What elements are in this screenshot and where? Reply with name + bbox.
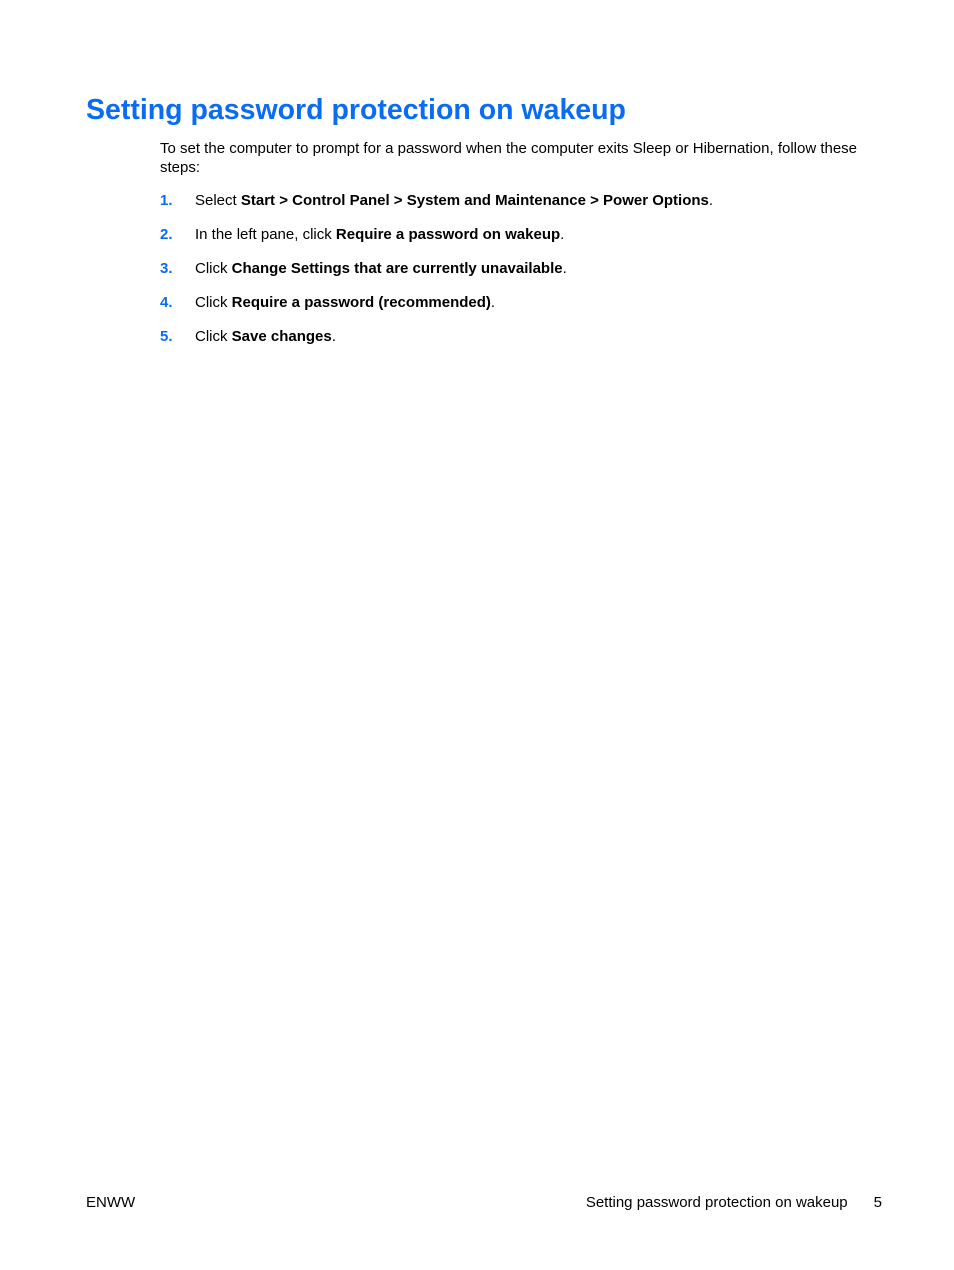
steps-list	[160, 191, 880, 361]
footer-section-title: Setting password protection on wakeup	[585, 1194, 848, 1211]
step-number: 1.	[160, 192, 173, 209]
step-text-bold: Change Settings that are currently unavailable	[231, 260, 563, 277]
step-text-bold: Start > Control Panel > System and Maintenance > Power Options	[240, 192, 709, 209]
footer-right	[586, 1193, 882, 1213]
step-text	[195, 293, 495, 313]
step-number: 5.	[160, 328, 173, 345]
step-item	[160, 259, 880, 293]
step-text-bold: Require a password on wakeup	[335, 226, 561, 243]
step-text	[195, 225, 564, 245]
step-number: 2.	[160, 226, 173, 243]
step-text-pre: Click	[195, 294, 232, 311]
step-text-pre: In the left pane, click	[195, 226, 336, 243]
step-item	[160, 191, 880, 225]
step-text-post: .	[331, 328, 336, 345]
step-text-pre: Click	[195, 260, 232, 277]
step-text	[195, 327, 336, 347]
step-text-pre: Select	[195, 192, 241, 209]
step-text-pre: Click	[195, 328, 232, 345]
footer-doc-code: ENWW	[86, 1194, 136, 1211]
step-text-post: .	[708, 192, 714, 209]
step-item	[160, 293, 880, 327]
step-text-bold: Save changes	[231, 328, 332, 345]
intro-paragraph: To set the computer to prompt for a password when the computer exits Sleep or Hibernation, follow these steps:	[160, 140, 858, 176]
step-number: 3.	[160, 260, 173, 277]
step-text-post: .	[560, 226, 565, 243]
step-text	[195, 259, 567, 279]
step-text-post: .	[490, 294, 496, 311]
page-title: Setting password protection on wakeup	[86, 94, 626, 126]
step-text-post: .	[562, 260, 567, 277]
step-number: 4.	[160, 294, 173, 311]
step-text-bold: Require a password (recommended)	[231, 294, 491, 311]
step-item	[160, 327, 880, 361]
step-item	[160, 225, 880, 259]
step-text	[195, 191, 713, 211]
footer-page-number: 5	[873, 1194, 882, 1211]
